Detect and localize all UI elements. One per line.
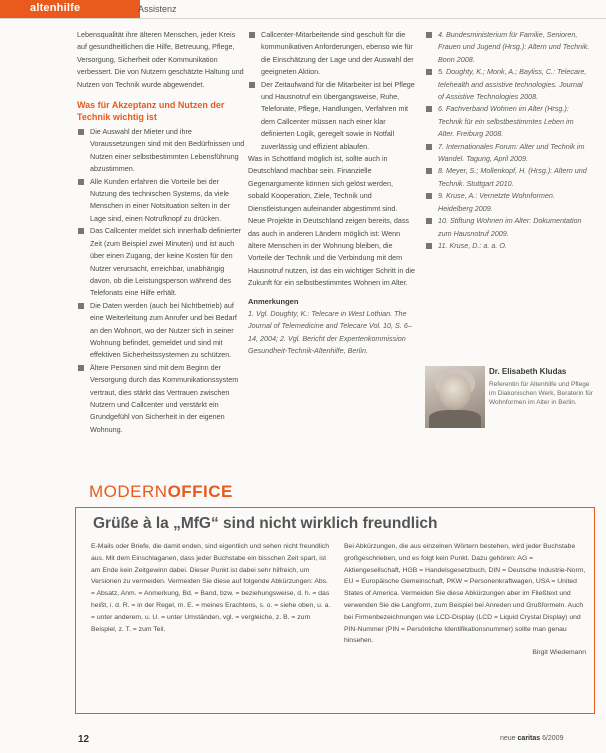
list-item: Ältere Personen sind mit dem Beginn der Versorgung durch das Kommunikationssystem vertraut, dies stärkt das Vertrauen zwischen Nutzern und Callcenter und verstärkt ein Grundgefühl von Sicherheit in der eigenen Wohnung. xyxy=(77,362,245,436)
page-header xyxy=(0,0,606,22)
reference-item: 9. Kruse, A.: Vernetzte Wohnformen. Heidelberg 2009. xyxy=(425,190,590,215)
notes-heading: Anmerkungen xyxy=(248,296,299,306)
requirements-list xyxy=(77,126,245,436)
article-intro: Lebensqualität ihre älteren Menschen, jeder Kreis auf gesundheitlichen die Hilfe, Betreuung, Pflege, Versorgung, Sicherheit oder Kommunikation verbessert. Die von Nutzern geschätzte Haltung und Nutzen von Technik wurde abgewendet. xyxy=(77,30,244,89)
list-item: Das Callcenter meldet sich innerhalb definierter Zeit (zum Beispiel zwei Minuten) und ist auch über einen Zugang, der keine Kosten für den Nutzer verursacht, erreichbar, unabhängig davon, ob die Leistungsperson während des Telefonats eine Hilfe erhält. xyxy=(77,225,245,299)
issue-number: 6/2009 xyxy=(542,735,564,742)
reference-item: 10. Stiftung Wohnen im Alter: Dokumentation zum Hausnotruf 2009. xyxy=(425,215,590,240)
header-brand: altenhilfe xyxy=(30,2,81,14)
article-column-3 xyxy=(425,29,590,252)
notes-text: 1. Vgl. Doughty, K.: Telecare in West Lothian. The Journal of Telemedicine and Telecare Vol. 10, S. 6–14, 2004; 2. Vgl. Bericht der Expertenkommission Gesundheit-Technik-Altenhilfe, Berlin. xyxy=(248,308,412,356)
box-title: Grüße à la „MfG“ sind nicht wirklich freundlich xyxy=(93,515,438,532)
author-box xyxy=(425,366,595,456)
modernoffice-box xyxy=(75,507,595,714)
author-photo xyxy=(425,366,485,428)
article-column-2 xyxy=(248,29,416,358)
reference-item: 7. Internationales Forum: Alter und Technik im Wandel. Tagung, April 2009. xyxy=(425,141,590,166)
list-item: Die Daten werden (auch bei Nichtbetrieb) auf eine Weiterleitung zum Anrufer und bei Bedarf an den Wohnort, wo der Nutzer sich in seiner Wohnung befindet, gemeldet und sind mit effektiven Sicherheitssystemen zu schützen. xyxy=(77,300,245,362)
reference-item: 6. Fachverband Wohnen im Alter (Hrsg.): Technik für ein selbstbestimmtes Leben im Alter. Freiburg 2008. xyxy=(425,103,590,140)
list-item: Callcenter-Mitarbeitende sind geschult für die kommunikativen Anforderungen, ebenso wie für die Einschätzung der Lage und der Auswahl der geeigneten Aktion. xyxy=(248,29,416,79)
author-description: Referentin für Altenhilfe und Pflege im Diakonischen Werk, Beraterin für Wohnformen im Alter in Berlin. xyxy=(489,381,593,406)
page-footer xyxy=(0,732,606,748)
modernoffice-title xyxy=(89,482,233,502)
header-divider xyxy=(0,18,606,19)
box-column-1: E-Mails oder Briefe, die damit enden, sind eigentlich und sehen nicht freundlich aus. Mit dem Einschlaganen, dass jeder Buchstabe ein bisschen Zeit spart, ist am Ende kein Zeitgewinn dabei. Dieser Punkt ist dabei sehr hilfreich, um Versionen zu vermeiden. Vermeiden Sie diese auf folgende Abkürzungen: Abs. = Absatz, Anm. = Anmerkung, Bd. = Band, bzw. = beziehungsweise, d. h. = das heißt, i. d. R. = in der Regel, m. E. = meines Erachtens, s. o. = siehe oben, u. a. = unter anderem, u. U. = unter Umständen, vgl. = vergleiche, z. B. = zum Beispiel, z. T. = zum Teil. xyxy=(91,543,331,633)
list-item: Alle Kunden erfahren die Vorteile bei der Nutzung des technischen Systems, da viele Menschen in einer Notsituation selten in der Lage sind, einen Notrufknopf zu drücken. xyxy=(77,176,245,226)
reference-item: 11. Kruse, D.: a. a. O. xyxy=(425,240,590,252)
article-paragraph: Was in Schottland möglich ist, sollte auch in Deutschland machbar sein. Finanzielle Gegenargumente können sich gelöst werden, sobald Kooperation, Ziele, Technik und Dienstleistungen aufeinander abgestimmt sind. Neue Projekte in Deutschland zeigen bereits, dass das auch in anderen Ländern möglich ist: Wenn ältere Menschen in der Wohnung bleiben, die Vorteile der Technik und die Verbindung mit dem Hausnotruf nutzen, ist das ein wichtiger Schritt in die Zukunft für ein selbstbestimmtes Wohnen im Alter. xyxy=(248,154,415,288)
box-column-2 xyxy=(344,541,586,659)
magazine-title: caritas xyxy=(517,735,541,742)
page-number: 12 xyxy=(78,734,90,745)
author-name: Dr. Elisabeth Kludas xyxy=(489,367,567,376)
modernoffice-title-part1: MODERN xyxy=(89,482,168,501)
box-author: Birgit Wiedemann xyxy=(532,649,586,657)
box-column-2-text: Bei Abkürzungen, die aus einzelnen Wörtern bestehen, wird jeder Buchstabe großgeschrieben, und es folgt kein Punkt. Dazu gehören: AG = Aktiengesellschaft, HGB = Handelsgesetzbuch, DIN = Deutsche Industrie-Norm, EU = Europäische Gemeinschaft, PKW = Personenkraftwagen, USA = United States of America. Vermeiden Sie diese Abkürzungen aber im Fließtext und verwenden Sie die Langform, zum Beispiel bei Anreden und Grußformeln. Auch bei Firmenbezeichnungen wie LCD-Display (LCD = Liquid Crystal Display) und PIN-Nummer (PIN = Persönliche Identifikationsnummer) sollte man genau hinsehen. xyxy=(344,543,586,645)
modernoffice-title-part2: OFFICE xyxy=(167,482,233,501)
article-column-1 xyxy=(77,29,245,436)
references-list xyxy=(425,29,590,252)
reference-item: 5. Doughty, K.; Monk, A.; Bayliss, C.: Telecare, telehealth and assistive technologies. Journal of Assistive Technologies 2008. xyxy=(425,66,590,103)
header-tab xyxy=(0,0,140,18)
magazine-name xyxy=(500,735,563,742)
magazine-prefix: neue xyxy=(500,735,518,742)
reference-item: 4. Bundesministerium für Familie, Senioren, Frauen und Jugend (Hrsg.): Altern und Technik. Bonn 2008. xyxy=(425,29,590,66)
requirements-list-cont xyxy=(248,29,416,153)
reference-item: 8. Meyer, S.; Mollenkopf, H. (Hrsg.): Altern und Technik. Stuttgart 2010. xyxy=(425,165,590,190)
list-item: Der Zeitaufwand für die Mitarbeiter ist bei Pflege und Hausnotruf ein übergangsweise, Ruhe, Telefonate, Pflege, Handlungen, Verfahren mit dem Callcenter müssen nach einer klar definierten Logik, geregelt sowie in Notfall zuverlässig und effizient ablaufen. xyxy=(248,79,416,153)
list-item: Die Auswahl der Mieter und ihre Voraussetzungen sind mit den Bedürfnissen und Nutzen einer selbstbestimmten Lebensführung abzustimmen. xyxy=(77,126,245,176)
header-section: Assistenz xyxy=(138,4,177,14)
article-subheading: Was für Akzeptanz und Nutzen der Technik wichtig ist xyxy=(77,100,225,123)
